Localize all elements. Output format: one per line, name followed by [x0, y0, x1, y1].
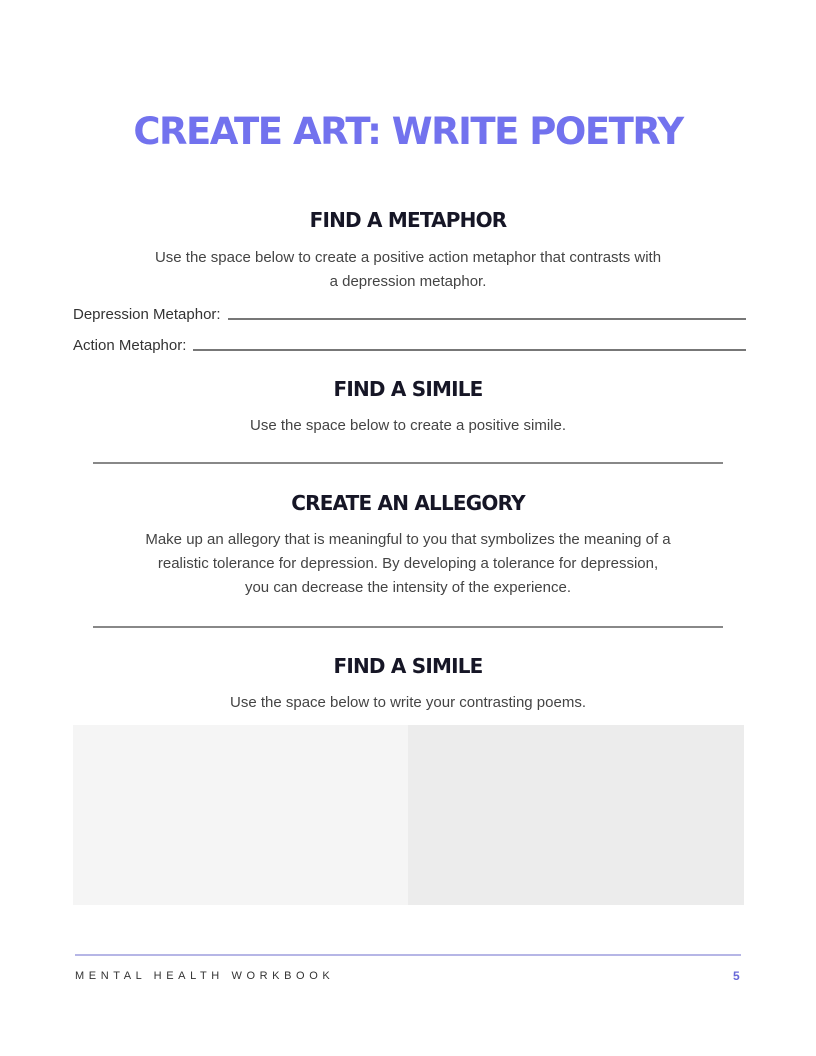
- section-heading-metaphor: FIND A METAPHOR: [309, 208, 507, 232]
- poem-box-right[interactable]: [408, 725, 744, 905]
- description-line: a depression metaphor.: [329, 273, 487, 290]
- depression-metaphor-input-line[interactable]: [228, 318, 746, 320]
- section-description-simile: [0, 414, 816, 438]
- footer-divider: [75, 954, 741, 956]
- section-description-allegory: [0, 528, 816, 600]
- description-line: you can decrease the intensity of the experience.: [244, 579, 572, 596]
- depression-metaphor-field[interactable]: [73, 306, 746, 323]
- description-line: Use the space below to create a positive action metaphor that contrasts with: [154, 249, 662, 266]
- section-description-metaphor: [0, 246, 816, 294]
- section-heading-allegory: CREATE AN ALLEGORY: [291, 491, 525, 515]
- simile-answer-line[interactable]: [93, 462, 723, 464]
- section-description-poems: [0, 691, 816, 715]
- action-metaphor-input-line[interactable]: [193, 349, 746, 351]
- poem-box-left[interactable]: [73, 725, 408, 905]
- allegory-answer-line[interactable]: [93, 626, 723, 628]
- section-heading-poems: FIND A SIMILE: [333, 654, 483, 678]
- depression-metaphor-label: Depression Metaphor:: [73, 306, 221, 323]
- description-line: realistic tolerance for depression. By developing a tolerance for depression,: [157, 555, 659, 572]
- section-heading-simile: FIND A SIMILE: [333, 377, 483, 401]
- action-metaphor-label: Action Metaphor:: [73, 337, 187, 354]
- description-line: Make up an allegory that is meaningful to you that symbolizes the meaning of a: [145, 531, 671, 548]
- page-title: CREATE ART: WRITE POETRY: [133, 110, 683, 153]
- footer-title: MENTAL HEALTH WORKBOOK: [75, 970, 335, 982]
- action-metaphor-field[interactable]: [73, 337, 746, 354]
- description-line: Use the space below to create a positive simile.: [250, 417, 566, 434]
- description-line: Use the space below to write your contrasting poems.: [229, 694, 586, 711]
- page-number: 5: [733, 969, 740, 983]
